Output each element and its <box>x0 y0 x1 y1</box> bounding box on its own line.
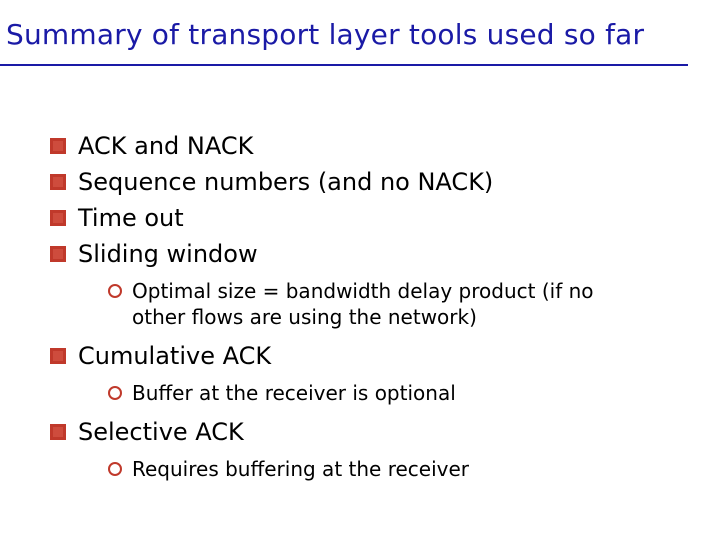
bullet-text: ACK and NACK <box>78 132 254 160</box>
bullet-text: Sliding window <box>78 240 258 268</box>
bullet-text: Selective ACK <box>78 418 244 446</box>
bullet-cumulative-ack <box>50 338 652 374</box>
bullet-sequence-numbers <box>50 164 652 200</box>
square-bullet-icon <box>50 348 66 364</box>
square-bullet-icon <box>50 138 66 154</box>
circle-bullet-icon <box>108 284 122 298</box>
circle-bullet-icon <box>108 386 122 400</box>
bullet-sliding-window <box>50 236 652 272</box>
square-bullet-icon <box>50 424 66 440</box>
bullet-list <box>50 128 652 490</box>
square-bullet-icon <box>50 174 66 190</box>
subbullet-optimal-size <box>108 278 652 330</box>
bullet-selective-ack <box>50 414 652 450</box>
bullet-text: Sequence numbers (and no NACK) <box>78 168 494 196</box>
subbullet-requires-buffering <box>108 456 652 482</box>
circle-bullet-icon <box>108 462 122 476</box>
subbullet-text: Requires buffering at the receiver <box>132 457 470 481</box>
subbullet-buffer-optional <box>108 380 652 406</box>
bullet-text: Time out <box>78 204 184 232</box>
title-underline <box>0 64 688 66</box>
subbullet-text: Buffer at the receiver is optional <box>132 381 456 405</box>
bullet-time-out <box>50 200 652 236</box>
slide-title: Summary of transport layer tools used so far <box>6 18 645 51</box>
subbullet-text: Optimal size = bandwidth delay product (if no other flows are using the network) <box>132 279 594 329</box>
square-bullet-icon <box>50 246 66 262</box>
bullet-ack-and-nack <box>50 128 652 164</box>
bullet-text: Cumulative ACK <box>78 342 272 370</box>
square-bullet-icon <box>50 210 66 226</box>
